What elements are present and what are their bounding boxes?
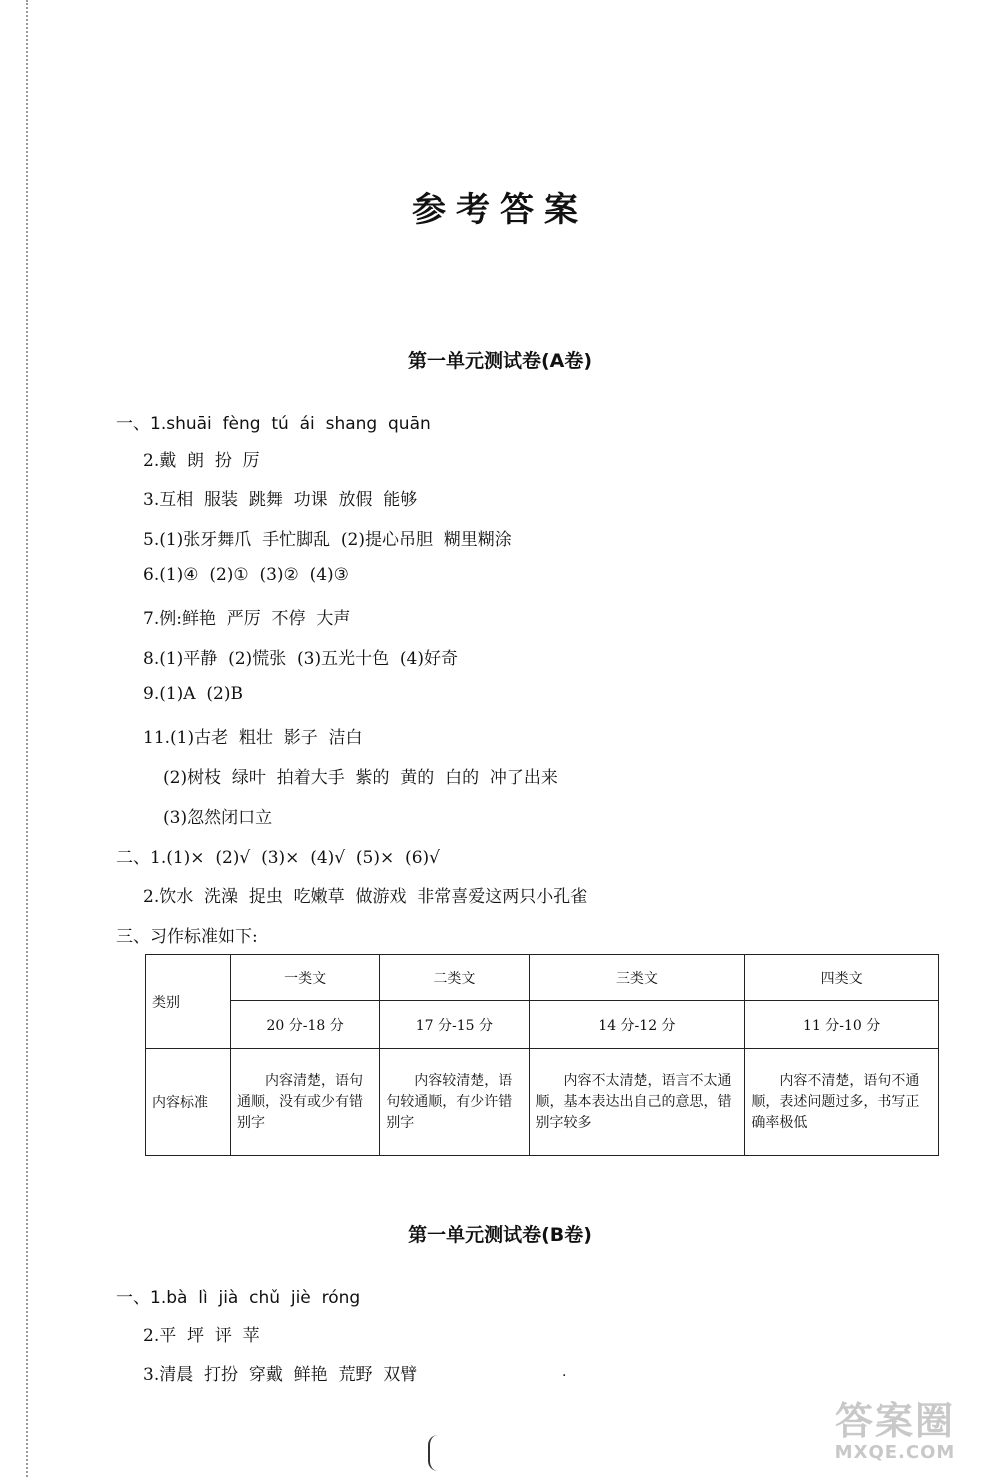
grade-description: 内容不清楚，语句不通顺，表述问题过多，书写正确率极低 [745, 1049, 939, 1156]
answer-line: 5.(1)张牙舞爪 手忙脚乱 (2)提心吊胆 糊里糊涂 [143, 530, 512, 550]
grade-description: 内容不太清楚，语言不太通顺，基本表达出自己的意思，错别字较多 [529, 1049, 745, 1156]
stray-dot: · [562, 1368, 567, 1384]
answer-line: 3.互相 服装 跳舞 功课 放假 能够 [143, 490, 418, 510]
answer-line: 三、习作标准如下: [116, 927, 258, 947]
grade-name: 二类文 [380, 955, 529, 1001]
answer-line: 11.(1)古老 粗壮 影子 洁白 [143, 728, 363, 748]
grade-score: 14 分-12 分 [529, 1001, 745, 1049]
grading-table [145, 954, 939, 1156]
section-b-title: 第一单元测试卷(B卷) [408, 1224, 592, 1246]
grade-name: 四类文 [745, 955, 939, 1001]
answer-line: (3)忽然闭口立 [163, 808, 273, 828]
answer-line: 7.例:鲜艳 严厉 不停 大声 [143, 609, 351, 629]
watermark-url: MXQE.COM [834, 1442, 956, 1463]
watermark-text: 答案圈 [834, 1399, 955, 1443]
answer-line: 2.饮水 洗澡 捉虫 吃嫩草 做游戏 非常喜爱这两只小孔雀 [143, 887, 588, 907]
answer-line: (2)树枝 绿叶 拍着大手 紫的 黄的 白的 冲了出来 [163, 768, 558, 788]
section-a-title: 第一单元测试卷(A卷) [407, 350, 593, 372]
answer-line: 3.清晨 打扮 穿戴 鲜艳 荒野 双臂 [143, 1365, 418, 1385]
answer-line: 二、1.(1)× (2)√ (3)× (4)√ (5)× (6)√ [116, 848, 440, 868]
grade-description: 内容较清楚，语句较通顺，有少许错别字 [380, 1049, 529, 1156]
grade-score: 11 分-10 分 [745, 1001, 939, 1049]
grade-score: 17 分-15 分 [380, 1001, 529, 1049]
content-standard-label: 内容标准 [146, 1049, 231, 1156]
answer-line: 2.平 坪 评 苹 [143, 1326, 260, 1346]
grade-score: 20 分-18 分 [231, 1001, 380, 1049]
answer-line: 2.戴 朗 扮 厉 [143, 451, 260, 471]
grade-name: 一类文 [231, 955, 380, 1001]
grade-name: 三类文 [529, 955, 745, 1001]
page-title: 参考答案 [412, 190, 588, 230]
pen-mark [428, 1435, 444, 1471]
category-label: 类别 [146, 955, 231, 1049]
answer-line: 一、1.bà lì jià chǔ jiè róng [116, 1288, 361, 1308]
answer-line: 6.(1)④ (2)① (3)② (4)③ [143, 565, 349, 585]
answer-line: 8.(1)平静 (2)慌张 (3)五光十色 (4)好奇 [143, 649, 458, 669]
answer-line: 9.(1)A (2)B [143, 684, 243, 704]
answer-line: 一、1.shuāi fèng tú ái shang quān [116, 414, 431, 434]
grade-description: 内容清楚，语句通顺，没有或少有错别字 [231, 1049, 380, 1156]
watermark-logo [800, 1400, 990, 1463]
